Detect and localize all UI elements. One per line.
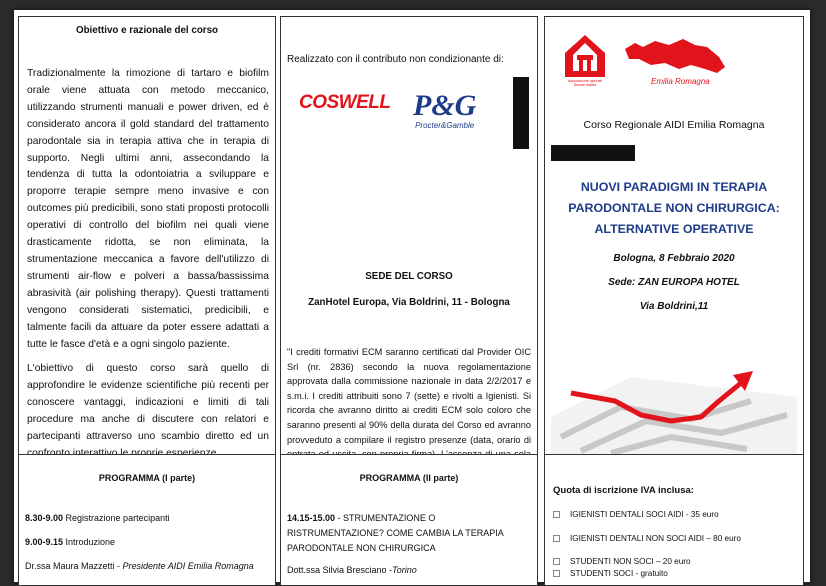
course-label: Corso Regionale AIDI Emilia Romagna	[583, 119, 765, 131]
objective-column	[18, 16, 276, 458]
pg-logo-subtitle: Procter&Gamble	[415, 121, 475, 130]
program-item-strumentazione-text: - STRUMENTAZIONE O RISTRUMENTAZIONE? COME CAMBIA LA TERAPIA PARODONTALE NON CHIRURGICA	[287, 513, 504, 553]
fees-box	[544, 454, 804, 586]
program-speaker-1	[25, 559, 254, 573]
fee-label-soci: IGIENISTI DENTALI SOCI AIDI - 35 euro	[570, 510, 719, 519]
aidi-logo-caption: Associazione Igienisti Dentali Italiani	[567, 79, 603, 87]
program-item-intro-time: 9.00-9.15	[25, 537, 64, 547]
course-title	[545, 177, 803, 240]
venue-address: ZanHotel Europa, Via Boldrini, 11 - Bologna	[308, 297, 510, 308]
checkbox-icon	[553, 558, 560, 565]
region-logo-caption: Emilia Romagna	[651, 77, 710, 86]
fee-row-studenti-soci	[553, 568, 668, 580]
program-item-strumentazione	[287, 511, 531, 556]
coswell-logo-text: COSWELL	[299, 92, 391, 113]
brochure-page	[14, 10, 810, 582]
sponsor-column	[280, 16, 538, 458]
checkbox-icon	[553, 511, 560, 518]
program-item-registration	[25, 511, 170, 525]
redaction-bar	[513, 77, 529, 149]
course-venue: Sede: ZAN EUROPA HOTEL	[608, 277, 740, 288]
fee-row-non-soci	[553, 533, 741, 545]
pg-logo-mark: P&G	[413, 89, 477, 122]
program-part1-heading: PROGRAMMA (I parte)	[98, 473, 196, 483]
program-item-registration-time: 8.30-9.00	[25, 513, 64, 523]
checkbox-icon	[553, 535, 560, 542]
redaction-bar-cover	[551, 145, 635, 161]
objective-paragraph-1: Tradizionalmente la rimozione di tartaro e biofilm orale viene attuata con metodo meccanico, utilizzando strumenti manuali e power driven, ed è considerato ancora il gold standard del trattamento parodontale sia in terapia attiva che in terapia di supporto. Negli ultimi anni, assecondando la tendenza di tutta la odontoiatria a sviluppare e proporre terapie sempre meno invasive e con outcomes più predicibili, sono stati proposti protocolli operativi di controllo del biofilm nei quali viene drasticamente ridotta, se non eliminata, la strumentazione meccanica a favore dell'utilizzo di strumenti air-flow e polveri a bassa/bassissima abrasività (air polishing therapy). Questi trattamenti vengono considerati sistematici, predicibili, e talmente facili da attuare da poter essere adattati a tutte le fasce d'età e a ogni singolo paziente.	[27, 68, 269, 350]
program-part1-box	[18, 454, 276, 586]
sponsor-text: Realizzato con il contributo non condizionante di:	[287, 54, 504, 65]
region-logo	[621, 35, 731, 91]
program-part2-box	[280, 454, 538, 586]
emilia-romagna-map-icon	[621, 35, 731, 79]
course-title-line-3: ALTERNATIVE OPERATIVE	[594, 222, 754, 236]
objective-paragraph-2: L'obiettivo di questo corso sarà quello di approfondire le evidenze scientifiche più recenti per conoscere vantaggi, indicazioni e limiti di tali procedure ma anche di discutere con relatori e partecipanti attraverso uno scambio diretto ed un	[27, 363, 269, 443]
speaker-2-role: Torino	[392, 565, 417, 575]
course-title-line-1: NUOVI PARADIGMI IN TERAPIA	[580, 180, 768, 194]
fees-heading: Quota di iscrizione IVA inclusa:	[553, 485, 694, 496]
course-title-line-2: PARODONTALE NON CHIRURGICA:	[568, 201, 780, 215]
aidi-logo	[563, 33, 607, 89]
speaker-2-name: Dott.ssa Silvia Bresciano -	[287, 565, 393, 575]
fee-label-non-soci: IGIENISTI DENTALI NON SOCI AIDI – 80 euro	[570, 534, 741, 543]
maze-illustration	[551, 357, 797, 457]
speaker-1-role: Presidente AIDI Emilia Romagna	[122, 561, 254, 571]
fee-label-studenti-non-soci: STUDENTI NON SOCI – 20 euro	[570, 557, 691, 566]
cover-column	[544, 16, 804, 458]
program-part2-heading: PROGRAMMA (II parte)	[359, 473, 459, 483]
ecm-credits-text: "I crediti formativi ECM saranno certificati dal Provider OIC Srl (nr. 2836) secondo la nuova regolamentazione approvata dalla commissione nazionale in data 2/2/2017 e s.m.i. I crediti attribuiti sono 7 (sette) e rivolti a Igienisti. Si ricorda che avranno diritto ai crediti ECM solo coloro che saranno presenti al 90% della durata del Corso ed avranno provveduto a compilare il registro presenze (data, orario di	[287, 347, 531, 445]
fee-row-soci	[553, 509, 719, 521]
fee-row-studenti-non-soci	[553, 556, 691, 568]
program-item-registration-text: Registrazione partecipanti	[63, 513, 170, 523]
program-speaker-2	[287, 563, 417, 577]
program-item-strumentazione-time: 14.15-15.00	[287, 513, 336, 523]
course-date: Bologna, 8 Febbraio 2020	[613, 253, 735, 264]
objective-heading: Obiettivo e razionale del corso	[75, 25, 219, 36]
checkbox-icon	[553, 570, 560, 577]
program-item-intro-text: Introduzione	[63, 537, 116, 547]
program-item-intro	[25, 535, 115, 549]
course-street: Via Boldrini,11	[639, 301, 709, 312]
speaker-1-name: Dr.ssa Maura Mazzetti -	[25, 561, 123, 571]
fee-label-studenti-soci: STUDENTI SOCI - gratuito	[570, 569, 668, 578]
pg-logo	[413, 91, 476, 130]
venue-heading: SEDE DEL CORSO	[365, 271, 453, 282]
coswell-logo	[299, 92, 391, 114]
maze-arrow-icon	[551, 357, 797, 457]
